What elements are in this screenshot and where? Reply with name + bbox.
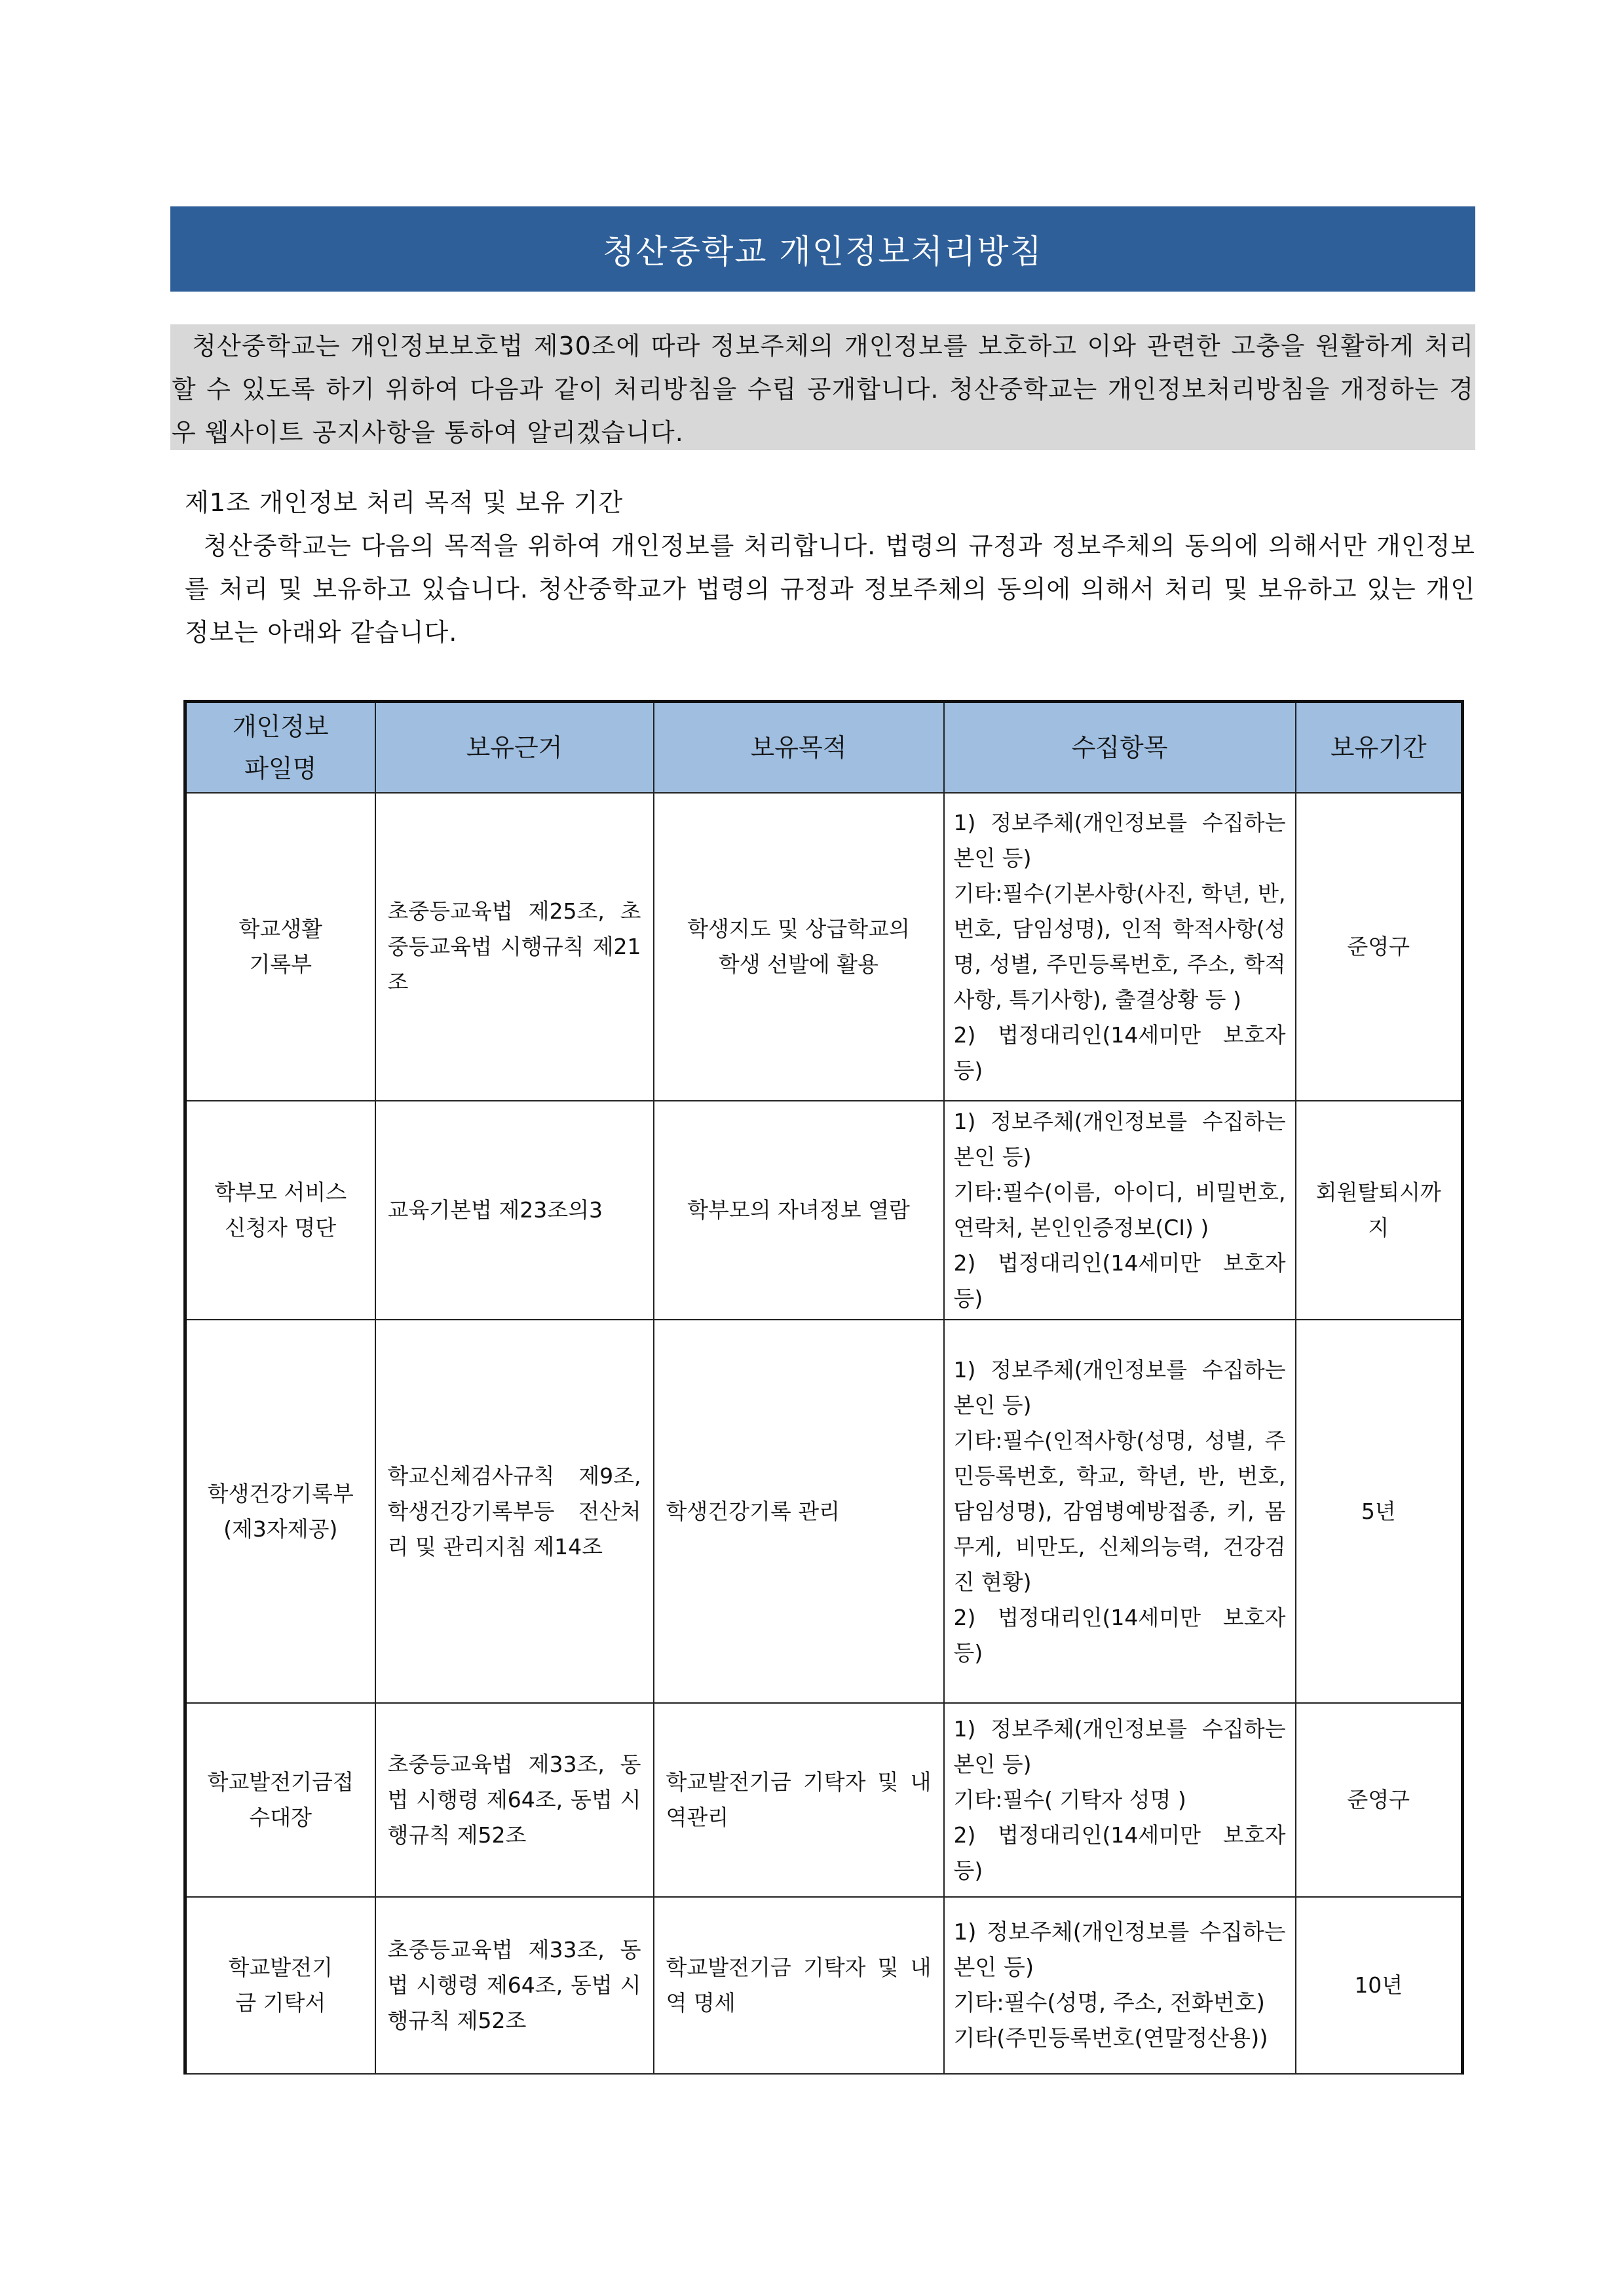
retention-period: 회원탈퇴시까지 xyxy=(1296,1101,1463,1320)
personal-info-table xyxy=(183,700,1464,2075)
collected-items xyxy=(944,1897,1296,2074)
retention-period: 10년 xyxy=(1296,1897,1463,2074)
retention-basis: 초중등교육법 제33조, 동법 시행령 제64조, 동법 시행규칙 제52조 xyxy=(375,1897,654,2074)
retention-period: 5년 xyxy=(1296,1320,1463,1703)
collected-items xyxy=(944,1101,1296,1320)
collected-item: 기타:필수( 기탁자 성명 ) xyxy=(953,1787,1186,1812)
retention-purpose: 학교발전기금 기탁자 및 내역 명세 xyxy=(654,1897,944,2074)
collected-item: 1) 정보주체(개인정보를 수집하는 본인 등) xyxy=(953,810,1286,871)
table-header-row xyxy=(185,702,1463,794)
collected-item: 2) 법정대리인(14세미만 보호자 등) xyxy=(953,1822,1286,1883)
table-row xyxy=(185,1320,1463,1703)
collected-items xyxy=(944,1320,1296,1703)
retention-period: 준영구 xyxy=(1296,1703,1463,1897)
file-name: 학부모 서비스 신청자 명단 xyxy=(185,1101,375,1320)
table-row xyxy=(185,1703,1463,1897)
table-row xyxy=(185,1897,1463,2074)
collected-items xyxy=(944,793,1296,1101)
retention-purpose: 학생건강기록 관리 xyxy=(654,1320,944,1703)
page-title: 청산중학교 개인정보처리방침 xyxy=(170,206,1475,292)
collected-item: 1) 정보주체(개인정보를 수집하는 본인 등) xyxy=(953,1109,1286,1170)
retention-basis: 초중등교육법 제33조, 동법 시행령 제64조, 동법 시행규칙 제52조 xyxy=(375,1703,654,1897)
intro-text: 청산중학교는 개인정보보호법 제30조에 따라 정보주체의 개인정보를 보호하고 이와 관련한 고충을 원활하게 처리할 수 있도록 하기 위하여 다음과 같이 처리방침을 수립 공개합니다. 청산중학교는 개인정보처리방침을 개정하는 경우 웹사이트 공지사항을 통하여 알리겠습니다. xyxy=(172,332,1474,447)
file-name: 학교생활 기록부 xyxy=(185,793,375,1101)
retention-basis: 학교신체검사규칙 제9조, 학생건강기록부등 전산처리 및 관리지침 제14조 xyxy=(375,1320,654,1703)
collected-item: 기타:필수(성명, 주소, 전화번호) xyxy=(953,1990,1265,2016)
collected-item: 1) 정보주체(개인정보를 수집하는 본인 등) xyxy=(953,1356,1286,1418)
retention-period: 준영구 xyxy=(1296,793,1463,1101)
header-basis: 보유근거 xyxy=(375,702,654,794)
collected-item: 기타:필수(기본사항(사진, 학년, 반, 번호, 담임성명), 인적 학적사항(성명, 성별, 주민등록번호, 주소, 학적사항, 특기사항), 출결상황 등 ) xyxy=(953,881,1286,1012)
retention-basis: 교육기본법 제23조의3 xyxy=(375,1101,654,1320)
collected-item: 기타(주민등록번호(연말정산용)) xyxy=(953,2025,1268,2052)
header-items: 수집항목 xyxy=(944,702,1296,794)
intro-paragraph xyxy=(170,324,1475,450)
table-row xyxy=(185,793,1463,1101)
header-file-name: 개인정보 파일명 xyxy=(185,702,375,794)
file-name: 학생건강기록부 (제3자제공) xyxy=(185,1320,375,1703)
retention-basis: 초중등교육법 제25조, 초중등교육법 시행규칙 제21조 xyxy=(375,793,654,1101)
file-name: 학교발전기금 기탁서 xyxy=(185,1897,375,2074)
retention-purpose: 학교발전기금 기탁자 및 내역관리 xyxy=(654,1703,944,1897)
collected-item: 1) 정보주체(개인정보를 수집하는 본인 등) xyxy=(953,1919,1286,1981)
section-1-title: 제1조 개인정보 처리 목적 및 보유 기간 xyxy=(185,488,624,517)
section-1-body xyxy=(185,524,1475,654)
section-1-text: 청산중학교는 다음의 목적을 위하여 개인정보를 처리합니다. 법령의 규정과 정보주체의 동의에 의해서만 개인정보를 처리 및 보유하고 있습니다. 청산중학교가 법령의 규정과 정보주체의 동의에 의해서 처리 및 보유하고 있는 개인정보는 아래와 같습니다. xyxy=(185,531,1475,647)
file-name: 학교발전기금접수대장 xyxy=(185,1703,375,1897)
collected-item: 기타:필수(인적사항(성명, 성별, 주민등록번호, 학교, 학년, 반, 번호, 담임성명), 감염병예방접종, 키, 몸무게, 비만도, 신체의능력, 건강검진 현황) xyxy=(953,1427,1286,1595)
collected-item: 2) 법정대리인(14세미만 보호자 등) xyxy=(953,1022,1286,1083)
retention-purpose: 학생지도 및 상급학교의 학생 선발에 활용 xyxy=(654,793,944,1101)
header-period: 보유기간 xyxy=(1296,702,1463,794)
collected-item: 2) 법정대리인(14세미만 보호자 등) xyxy=(953,1250,1286,1311)
collected-item: 기타:필수(이름, 아이디, 비밀번호, 연락처, 본인인증정보(CI) ) xyxy=(953,1179,1286,1240)
table-row xyxy=(185,1101,1463,1320)
collected-item: 1) 정보주체(개인정보를 수집하는 본인 등) xyxy=(953,1716,1286,1777)
header-purpose: 보유목적 xyxy=(654,702,944,794)
collected-items xyxy=(944,1703,1296,1897)
retention-purpose: 학부모의 자녀정보 열람 xyxy=(654,1101,944,1320)
collected-item: 2) 법정대리인(14세미만 보호자 등) xyxy=(953,1604,1286,1666)
